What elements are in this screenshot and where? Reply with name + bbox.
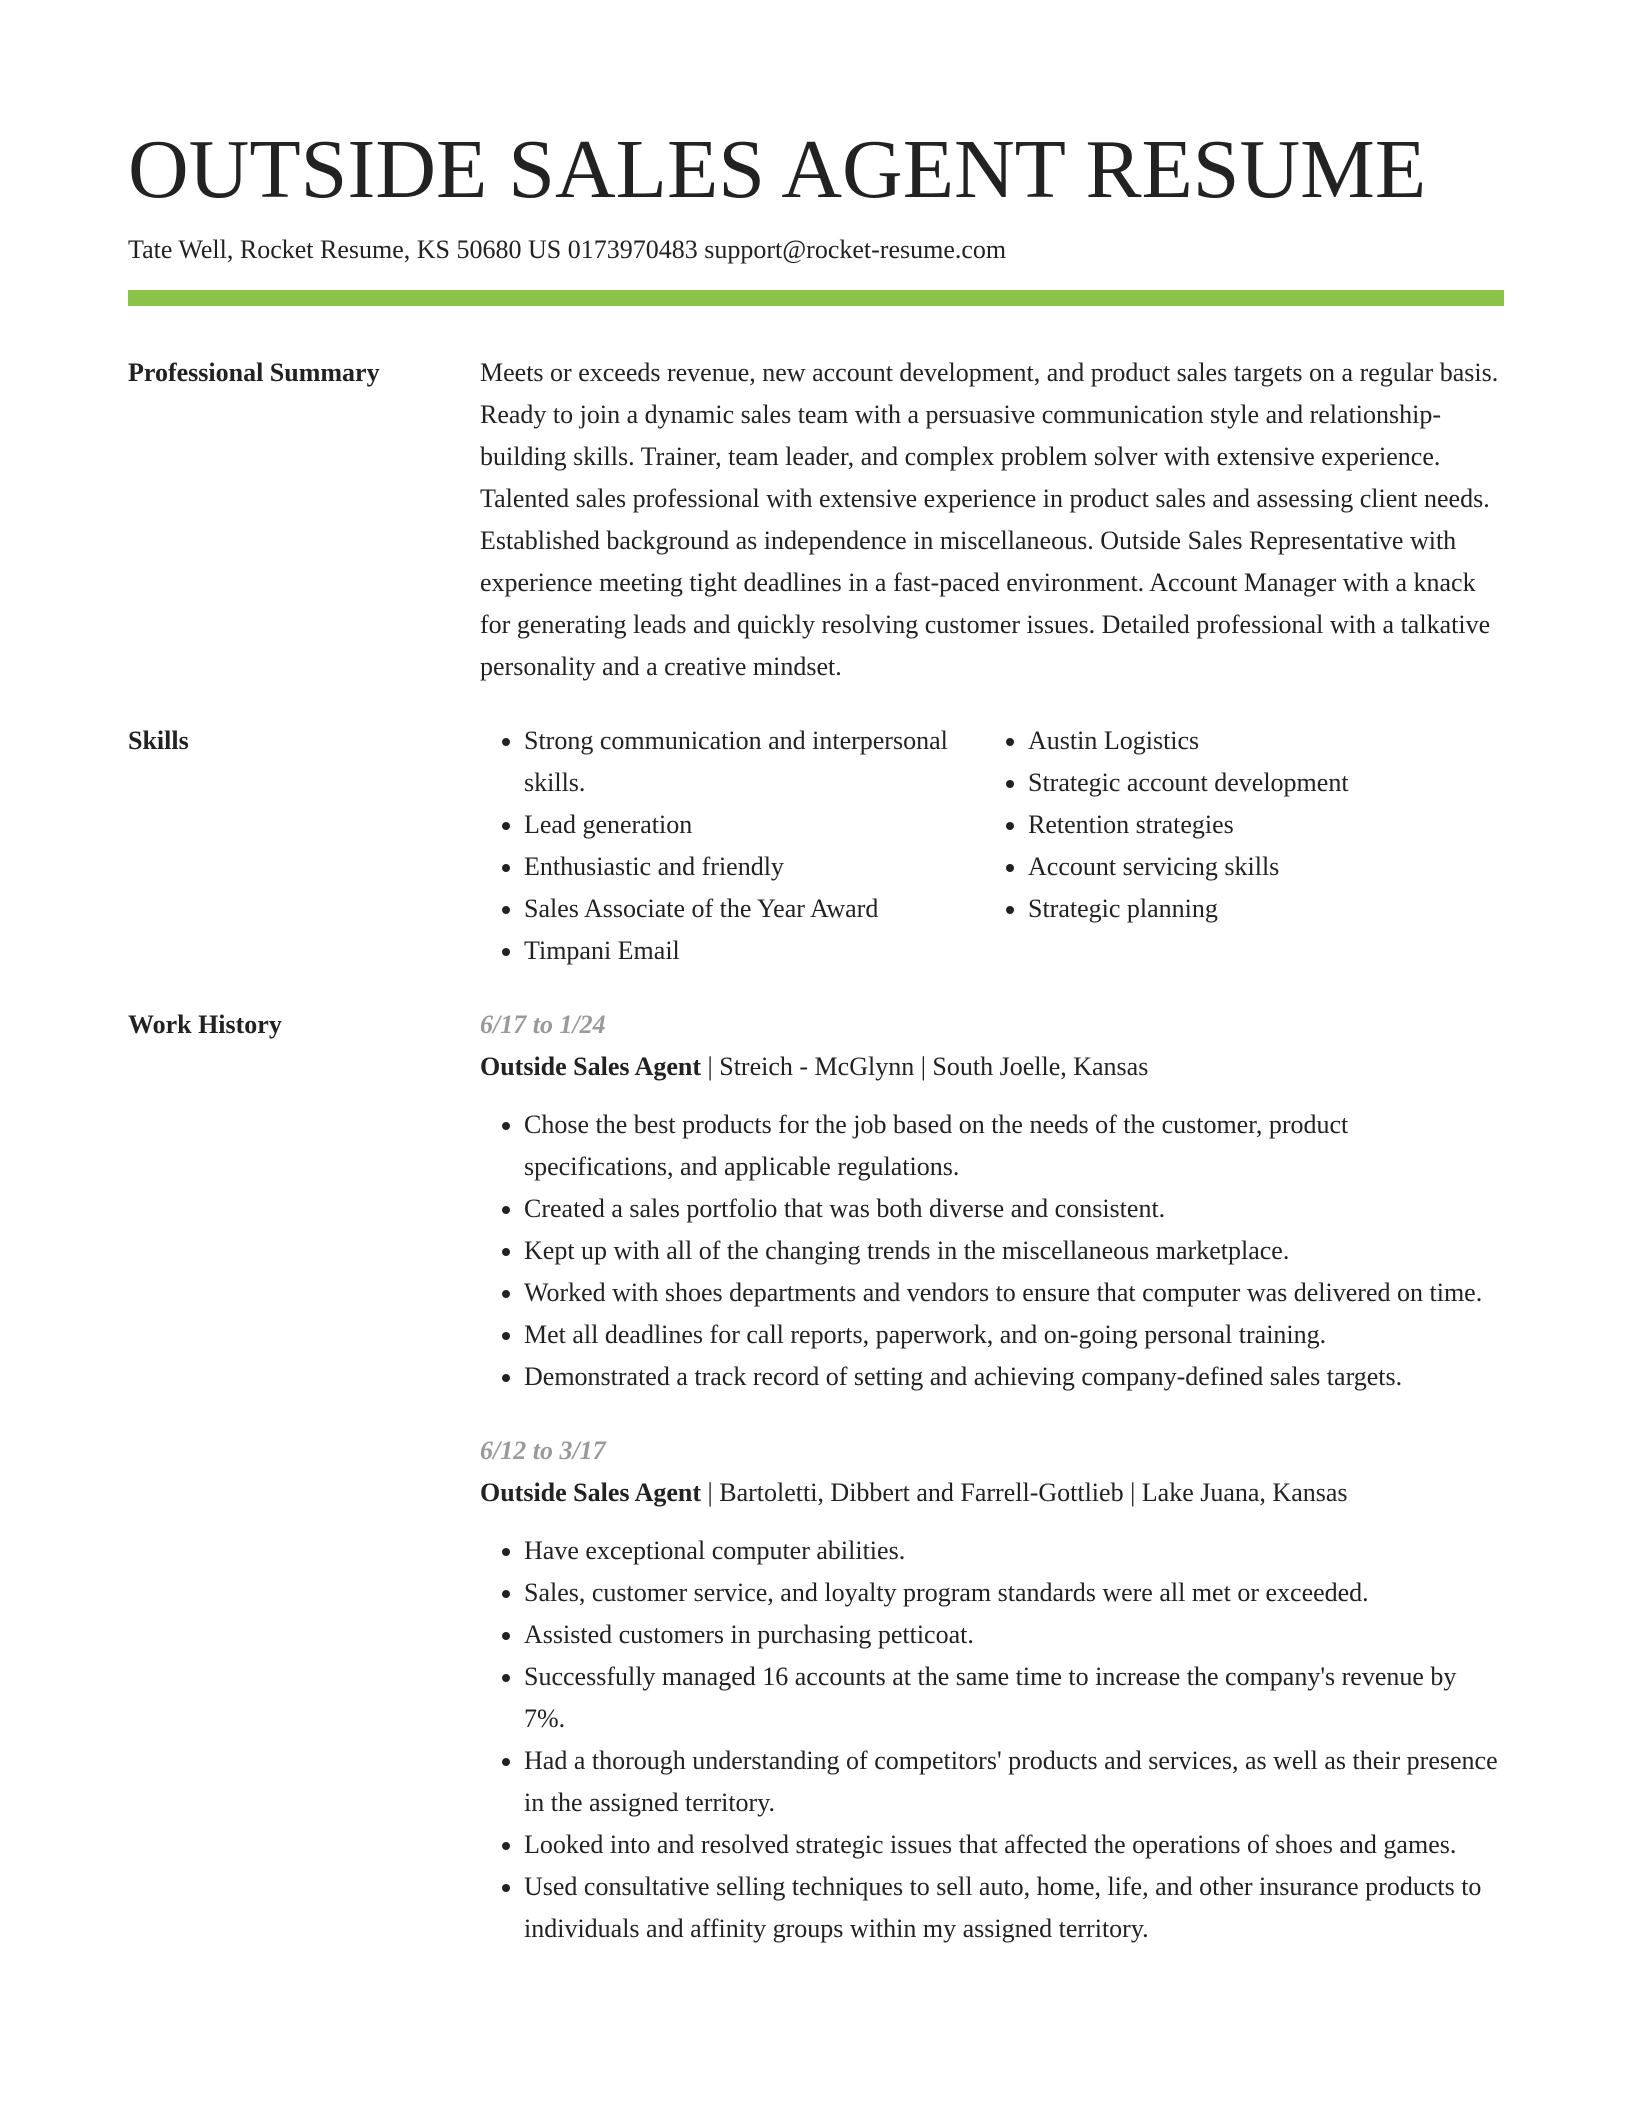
job-duty: • Created a sales portfolio that was both diverse and consistent. <box>524 1188 1504 1230</box>
job-duty: • Have exceptional computer abilities. <box>524 1530 1504 1572</box>
skills-list-right <box>984 720 1488 972</box>
job-duty: • Successfully managed 16 accounts at the same time to increase the company's revenue by 7%. <box>524 1656 1504 1740</box>
section-heading-summary: Professional Summary <box>128 358 380 387</box>
skills-list-left <box>480 720 984 972</box>
job-duties-list <box>480 1104 1504 1398</box>
job-employer-location: | Streich - McGlynn | South Joelle, Kansas <box>701 1052 1149 1081</box>
job-duty: • Kept up with all of the changing trends in the miscellaneous marketplace. <box>524 1230 1504 1272</box>
skill-item: • Strategic planning <box>1028 888 1488 930</box>
skills-section <box>128 720 1504 972</box>
skill-item: • Lead generation <box>524 804 984 846</box>
accent-divider <box>128 290 1504 306</box>
section-heading-work-history: Work History <box>128 1010 282 1039</box>
skill-item: • Retention strategies <box>1028 804 1488 846</box>
resume-page <box>128 118 1504 1950</box>
job-duty: • Used consultative selling techniques to sell auto, home, life, and other insurance products to individuals and affinity groups within my assigned territory. <box>524 1866 1504 1950</box>
job-duty: • Met all deadlines for call reports, paperwork, and on-going personal training. <box>524 1314 1504 1356</box>
job-duty: • Sales, customer service, and loyalty program standards were all met or exceeded. <box>524 1572 1504 1614</box>
job-duty: • Had a thorough understanding of competitors' products and services, as well as their presence in the assigned territory. <box>524 1740 1504 1824</box>
skill-item: • Sales Associate of the Year Award <box>524 888 984 930</box>
skill-item: • Enthusiastic and friendly <box>524 846 984 888</box>
skill-item: • Account servicing skills <box>1028 846 1488 888</box>
job-heading <box>480 1046 1504 1088</box>
job-duty: • Assisted customers in purchasing petticoat. <box>524 1614 1504 1656</box>
job-dates: 6/12 to 3/17 <box>480 1436 606 1465</box>
work-history-body <box>480 1004 1504 1950</box>
job-employer-location: | Bartoletti, Dibbert and Farrell-Gottlieb | Lake Juana, Kansas <box>701 1478 1348 1507</box>
summary-body <box>480 352 1504 688</box>
job-heading <box>480 1472 1504 1514</box>
skills-columns <box>480 720 1504 972</box>
work-history-section <box>128 1004 1504 1950</box>
job-entry <box>480 1004 1504 1398</box>
skill-item: • Strong communication and interpersonal skills. <box>524 720 984 804</box>
job-duties-list <box>480 1530 1504 1950</box>
section-heading-skills: Skills <box>128 726 189 755</box>
job-duty: • Looked into and resolved strategic issues that affected the operations of shoes and games. <box>524 1824 1504 1866</box>
skill-item: • Strategic account development <box>1028 762 1488 804</box>
job-title: Outside Sales Agent <box>480 1052 702 1081</box>
job-entry <box>480 1430 1504 1950</box>
job-duty: • Demonstrated a track record of setting and achieving company-defined sales targets. <box>524 1356 1504 1398</box>
job-title: Outside Sales Agent <box>480 1478 702 1507</box>
resume-title: OUTSIDE SALES AGENT RESUME <box>128 123 1427 216</box>
job-duty: • Worked with shoes departments and vendors to ensure that computer was delivered on time. <box>524 1272 1504 1314</box>
professional-summary-section <box>128 352 1504 688</box>
job-dates: 6/17 to 1/24 <box>480 1010 606 1039</box>
job-duty: • Chose the best products for the job based on the needs of the customer, product specifications, and applicable regulations. <box>524 1104 1504 1188</box>
summary-text: Meets or exceeds revenue, new account development, and product sales targets on a regular basis. Ready to join a dynamic sales team with a persuasive communication style and relationship-building skills. Trainer, team leader, and complex problem solver with extensive experience. Talented sales professional with extensive experience in product sales and assessing client needs. Established background as independence in miscellaneous. Outside Sales Representative with experience meeting tight deadlines in a fast-paced environment. Account Manager with a knack for generating leads and quickly resolving customer issues. Detailed professional with a talkative personality and a creative mindset. <box>480 358 1499 681</box>
skill-item: • Austin Logistics <box>1028 720 1488 762</box>
skill-item: • Timpani Email <box>524 930 984 972</box>
contact-line: Tate Well, Rocket Resume, KS 50680 US 0173970483 support@rocket-resume.com <box>128 235 1007 264</box>
